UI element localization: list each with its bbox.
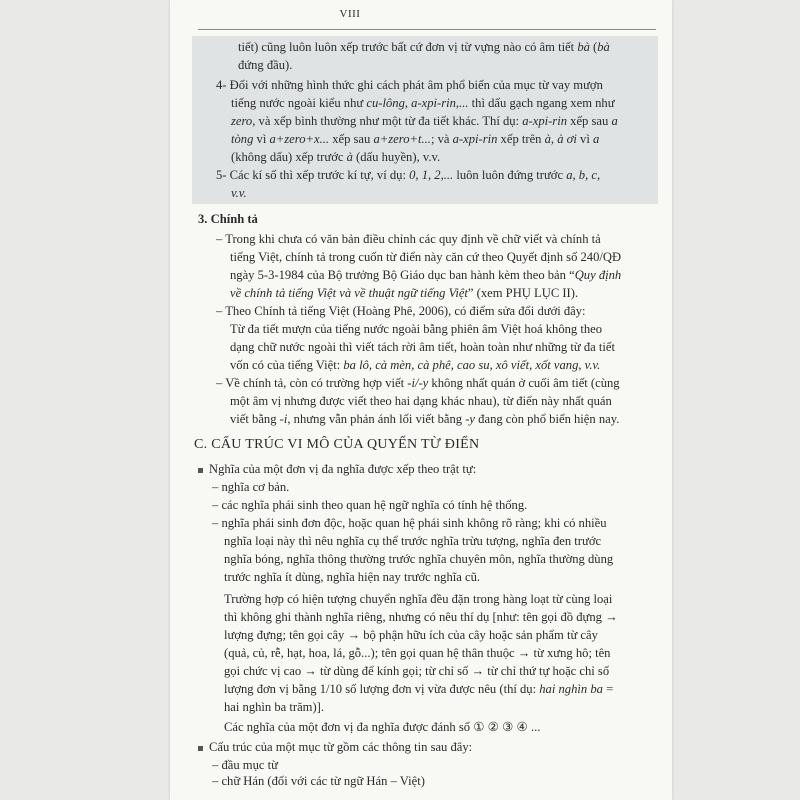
secC-dash3-line4: trước nghĩa ít dùng, nghĩa hiện nay trước nghĩa cũ. — [224, 570, 481, 584]
header-rule — [198, 29, 656, 30]
secC-dash3-line2: nghĩa loại này thì nêu nghĩa cụ thể trước nghĩa trừu tượng, nghĩa đen trước — [224, 534, 602, 548]
square-bullet-icon — [198, 468, 203, 473]
secC-text-line1: Trường hợp có hiện tượng chuyển nghĩa đều đặn trong hàng loạt từ cùng loại — [224, 592, 613, 606]
secC-bullet2: Cấu trúc của một mục từ gồm các thông tin sau đây: — [198, 738, 472, 756]
p1-line2: đứng đầu). — [238, 58, 293, 72]
sec3-a-line3: ngày 5-3-1984 của Bộ trưởng Bộ Giáo dục ban hành kèm theo bản “Quy định — [230, 268, 622, 282]
sectionC-title: C. CẤU TRÚC VI MÔ CỦA QUYỂN TỪ ĐIỂN — [194, 437, 480, 452]
sec3-b-line2: Từ đa tiết mượn của tiếng nước ngoài bằng phiên âm Việt hoá không theo — [230, 322, 603, 336]
sec3-b-line1: – Theo Chính tả tiếng Việt (Hoàng Phê, 2006), có điểm sửa đổi dưới đây: — [216, 304, 586, 318]
secC-text-line5: gọi chức vị cao → từ dùng để kính gọi; từ chỉ số → từ chỉ thứ tự hoặc chỉ số — [224, 664, 610, 678]
item5-line1: 5- Các kí số thì xếp trước kí tự, ví dụ: 0, 1, 2,... luôn luôn đứng trước a, b, c, — [216, 168, 601, 182]
square-bullet-icon — [198, 746, 203, 751]
sec3-a-line1: – Trong khi chưa có văn bản điều chỉnh các quy định về chữ viết và chính tả — [216, 232, 601, 246]
secC-bullet1: Nghĩa của một đơn vị đa nghĩa được xếp theo trật tự: — [198, 460, 476, 478]
secC-dash2: – các nghĩa phái sinh theo quan hệ ngữ nghĩa có tính hệ thống. — [212, 498, 528, 512]
item4-line5: (không dấu) xếp trước à (dấu huyền), v.v. — [231, 150, 441, 164]
page-number: VIII — [339, 8, 361, 20]
secC-dash1: – nghĩa cơ bản. — [212, 480, 290, 494]
secC-entry2: – chữ Hán (đối với các từ ngữ Hán – Việt) — [212, 774, 425, 788]
secC-text-line3: lượng đựng; tên gọi cây → bộ phận hữu ích của cây hoặc sản phẩm từ cây — [224, 628, 598, 642]
secC-dash3-line3: nghĩa bóng, nghĩa thông thường trước nghĩa chuyên môn, nghĩa thường dùng — [224, 552, 614, 566]
secC-text-line6: lượng đơn vị bằng 1/10 số lượng đơn vị vừa được nêu (thí dụ: hai nghìn ba = — [224, 682, 614, 696]
sec3-c-line3: viết bằng -i, nhưng vẫn phản ánh lối viết bằng -y đang còn phổ biến hiện nay. — [230, 412, 620, 426]
item4-line4: tòng vì a+zero+x... xếp sau a+zero+t...; và a-xpi-rin xếp trên à, à ơi vì a — [231, 132, 600, 146]
sec3-b-line4: vốn có của tiếng Việt: ba lô, cà mèn, cà phê, cao su, xô viết, xốt vang, v.v. — [230, 358, 601, 372]
secC-text-line7: hai nghìn ba trăm)]. — [224, 700, 325, 714]
secC-entry1: – đầu mục từ — [212, 758, 278, 772]
secC-text-line4: (quả, củ, rễ, hạt, hoa, lá, gỗ...); tên gọi quan hệ thân thuộc → từ xưng hô; tên — [224, 646, 611, 660]
item4-line2: tiếng nước ngoài kiểu như cu-lông, a-xpi-rin,... thì dấu gạch ngang xem như — [231, 96, 615, 110]
item4-line1: 4- Đối với những hình thức ghi cách phát âm phổ biến của mục từ vay mượn — [216, 78, 603, 92]
item4-line3: zero, và xếp bình thường như một từ đa tiết khác. Thí dụ: a-xpi-rin xếp sau a — [231, 114, 618, 128]
sec3-b-line3: dạng chữ nước ngoài thì viết tách rời âm tiết, hoàn toàn như những từ đa tiết — [230, 340, 615, 354]
sec3-c-line2: một âm vị nhưng được viết theo hai dạng khác nhau), từ điển này nhất quán — [230, 394, 612, 408]
secC-text-line8: Các nghĩa của một đơn vị đa nghĩa được đánh số ① ② ③ ④ ... — [224, 720, 541, 734]
p1-line1: tiết) cũng luôn luôn xếp trước bất cứ đơn vị từ vựng nào có âm tiết bà (bà — [238, 40, 610, 54]
secC-text-line2: thì không ghi thành nghĩa riêng, nhưng có nêu thí dụ [như: tên gọi đồ đựng → — [224, 610, 618, 624]
secC-dash3-line1: – nghĩa phái sinh đơn độc, hoặc quan hệ phái sinh không rõ ràng; khi có nhiều — [212, 516, 607, 530]
item5-line2: v.v. — [231, 186, 247, 200]
section3-title: 3. Chính tả — [198, 212, 258, 226]
sec3-c-line1: – Về chính tả, còn có trường hợp viết -i/-y không nhất quán ở cuối âm tiết (cùng — [216, 376, 620, 390]
sec3-a-line2: tiếng Việt, chính tả trong cuốn từ điển này căn cứ theo Quyết định số 240/QĐ — [230, 250, 622, 264]
sec3-a-line4: về chính tả tiếng Việt và về thuật ngữ tiếng Việt” (xem PHỤ LỤC II). — [230, 286, 579, 300]
